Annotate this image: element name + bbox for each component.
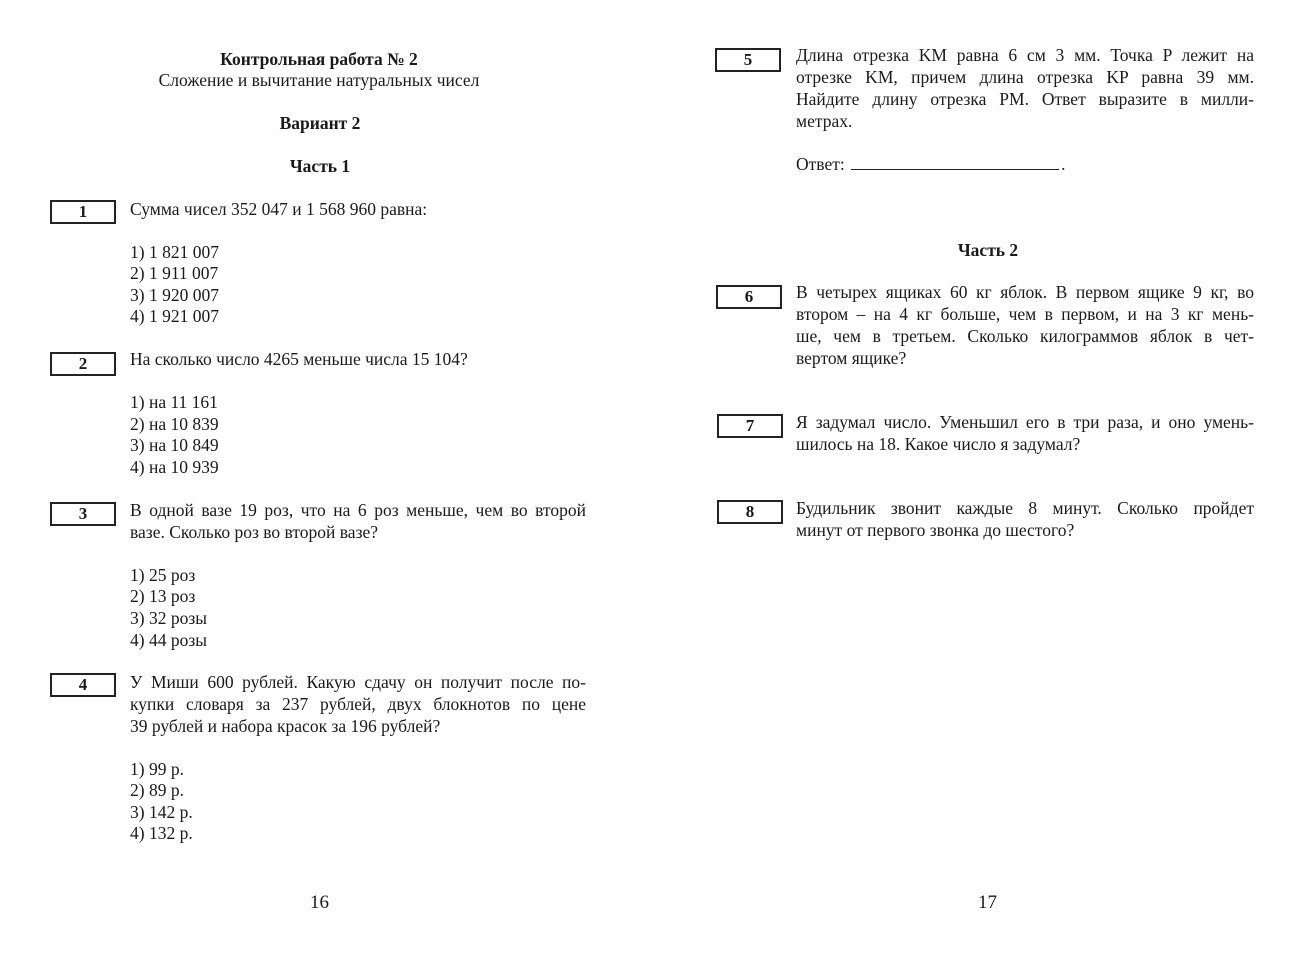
question-text: метрах.: [796, 111, 853, 131]
part1-heading: Часть 1: [289, 156, 351, 176]
question-text: У Миши 600 рублей. Какую сдачу он получит после по-: [130, 672, 586, 692]
answer-option: 2) на 10 839: [130, 414, 219, 434]
question-number-box: 5: [715, 48, 781, 72]
question-text: Я задумал число. Уменьшил его в три раза, и оно умень-: [796, 412, 1254, 432]
question-text: Будильник звонит каждые 8 минут. Сколько пройдет: [796, 498, 1254, 518]
question-text: 39 рублей и набора красок за 196 рублей?: [130, 716, 441, 736]
question-text: втором – на 4 кг больше, чем в первом, и на 3 кг мень-: [796, 304, 1254, 324]
question-number-box: 8: [717, 500, 783, 524]
question-text: отрезке KM, причем длина отрезка KP равна 39 мм.: [796, 67, 1254, 87]
part2-heading: Часть 2: [957, 240, 1019, 260]
answer-label: Ответ:: [796, 154, 845, 174]
answer-option: 3) 1 920 007: [130, 285, 219, 305]
question-number-box: 1: [50, 200, 116, 224]
question-text: В одной вазе 19 роз, что на 6 роз меньше, чем во второй: [130, 500, 586, 520]
test-title: Контрольная работа № 2: [220, 49, 418, 69]
answer-option: 4) 44 розы: [130, 630, 207, 650]
answer-option: 1) 1 821 007: [130, 242, 219, 262]
page-number-left: 16: [310, 892, 329, 913]
question-number-box: 2: [50, 352, 116, 376]
question-text: Сумма чисел 352 047 и 1 568 960 равна:: [130, 199, 428, 219]
answer-end: .: [1061, 154, 1066, 174]
answer-option: 3) 142 р.: [130, 802, 193, 822]
question-text: В четырех ящиках 60 кг яблок. В первом ящике 9 кг, во: [796, 282, 1254, 302]
question-text: Найдите длину отрезка PM. Ответ выразите в милли-: [796, 89, 1254, 109]
question-number-box: 6: [716, 285, 782, 309]
answer-line: [796, 153, 1065, 175]
test-subtitle: Сложение и вычитание натуральных чисел: [158, 70, 480, 90]
question-text: вертом ящике?: [796, 348, 907, 368]
page-number-right: 17: [978, 892, 997, 913]
answer-option: 4) 132 р.: [130, 823, 193, 843]
answer-option: 2) 1 911 007: [130, 263, 219, 283]
question-number-box: 4: [50, 673, 116, 697]
answer-blank[interactable]: [851, 153, 1059, 170]
answer-option: 4) на 10 939: [130, 457, 219, 477]
answer-option: 1) на 11 161: [130, 392, 218, 412]
answer-option: 3) на 10 849: [130, 435, 219, 455]
question-number-box: 7: [717, 414, 783, 438]
question-text: вазе. Сколько роз во второй вазе?: [130, 522, 379, 542]
question-text: шилось на 18. Какое число я задумал?: [796, 434, 1081, 454]
answer-option: 1) 99 р.: [130, 759, 184, 779]
question-text: Длина отрезка KM равна 6 см 3 мм. Точка P лежит на: [796, 45, 1254, 65]
answer-option: 2) 13 роз: [130, 586, 196, 606]
answer-option: 2) 89 р.: [130, 780, 184, 800]
question-text: минут от первого звонка до шестого?: [796, 520, 1075, 540]
question-text: купки словаря за 237 рублей, двух блокнотов по цене: [130, 694, 586, 714]
question-text: На сколько число 4265 меньше числа 15 104?: [130, 349, 468, 369]
answer-option: 4) 1 921 007: [130, 306, 219, 326]
answer-option: 3) 32 розы: [130, 608, 207, 628]
question-number-box: 3: [50, 502, 116, 526]
variant-heading: Вариант 2: [279, 113, 361, 133]
answer-option: 1) 25 роз: [130, 565, 196, 585]
question-text: ше, чем в третьем. Сколько килограммов яблок в чет-: [796, 326, 1254, 346]
